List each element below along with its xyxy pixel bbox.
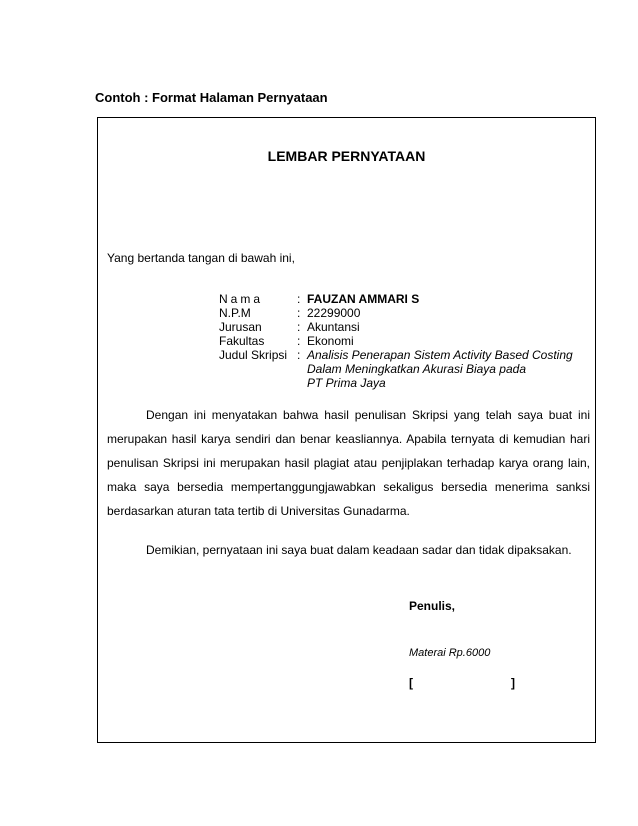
signature-bracket-open: [	[409, 676, 413, 690]
identity-row-jurusan	[219, 320, 573, 334]
fakultas-label: Fakultas	[219, 334, 265, 348]
signature-bracket-close: ]	[511, 676, 515, 690]
jurusan-value: Akuntansi	[307, 320, 360, 334]
document-caption: Contoh : Format Halaman Pernyataan	[95, 90, 328, 105]
intro-line: Yang bertanda tangan di bawah ini,	[107, 251, 295, 265]
materai-label: Materai Rp.6000	[409, 647, 491, 659]
identity-row-npm	[219, 306, 573, 320]
npm-label: N.P.M	[219, 306, 251, 320]
penulis-label: Penulis,	[409, 599, 456, 613]
separator: :	[297, 348, 301, 362]
identity-row-fakultas	[219, 334, 573, 348]
nama-label: Nama	[219, 292, 264, 306]
separator: :	[297, 334, 301, 348]
judul-line-2: Dalam Meningkatkan Akurasi Biaya pada	[307, 362, 527, 376]
separator: :	[297, 306, 301, 320]
jurusan-label: Jurusan	[219, 320, 262, 334]
judul-line-3: PT Prima Jaya	[307, 376, 386, 390]
judul-line-1: Analisis Penerapan Sistem Activity Based Costing	[307, 348, 573, 362]
npm-value: 22299000	[307, 306, 361, 320]
identity-row-judul	[219, 348, 573, 362]
separator: :	[297, 320, 301, 334]
closing-statement: Demikian, pernyataan ini saya buat dalam keadaan sadar dan tidak dipaksakan.	[146, 543, 572, 557]
statement-paragraph	[107, 403, 590, 523]
identity-block	[219, 292, 573, 390]
identity-row-nama	[219, 292, 573, 306]
statement-title: LEMBAR PERNYATAAN	[267, 148, 426, 164]
statement-page-frame	[97, 117, 596, 743]
judul-label: Judul Skripsi	[219, 348, 288, 362]
separator: :	[297, 292, 301, 306]
nama-value: FAUZAN AMMARI S	[307, 292, 420, 306]
statement-text: Dengan ini menyatakan bahwa hasil penulisan Skripsi yang telah saya buat ini merupakan hasil karya sendiri dan benar keasliannya. Apabila ternyata di kemudian hari penulisan Skripsi ini merupakan hasil plagiat atau penjiplakan terhadap karya orang lain, maka saya bersedia mempertanggungjawabkan sekaligus bersedia menerima sanksi berdasarkan aturan tata tertib di Universitas Gunadarma.	[107, 408, 590, 518]
fakultas-value: Ekonomi	[307, 334, 354, 348]
